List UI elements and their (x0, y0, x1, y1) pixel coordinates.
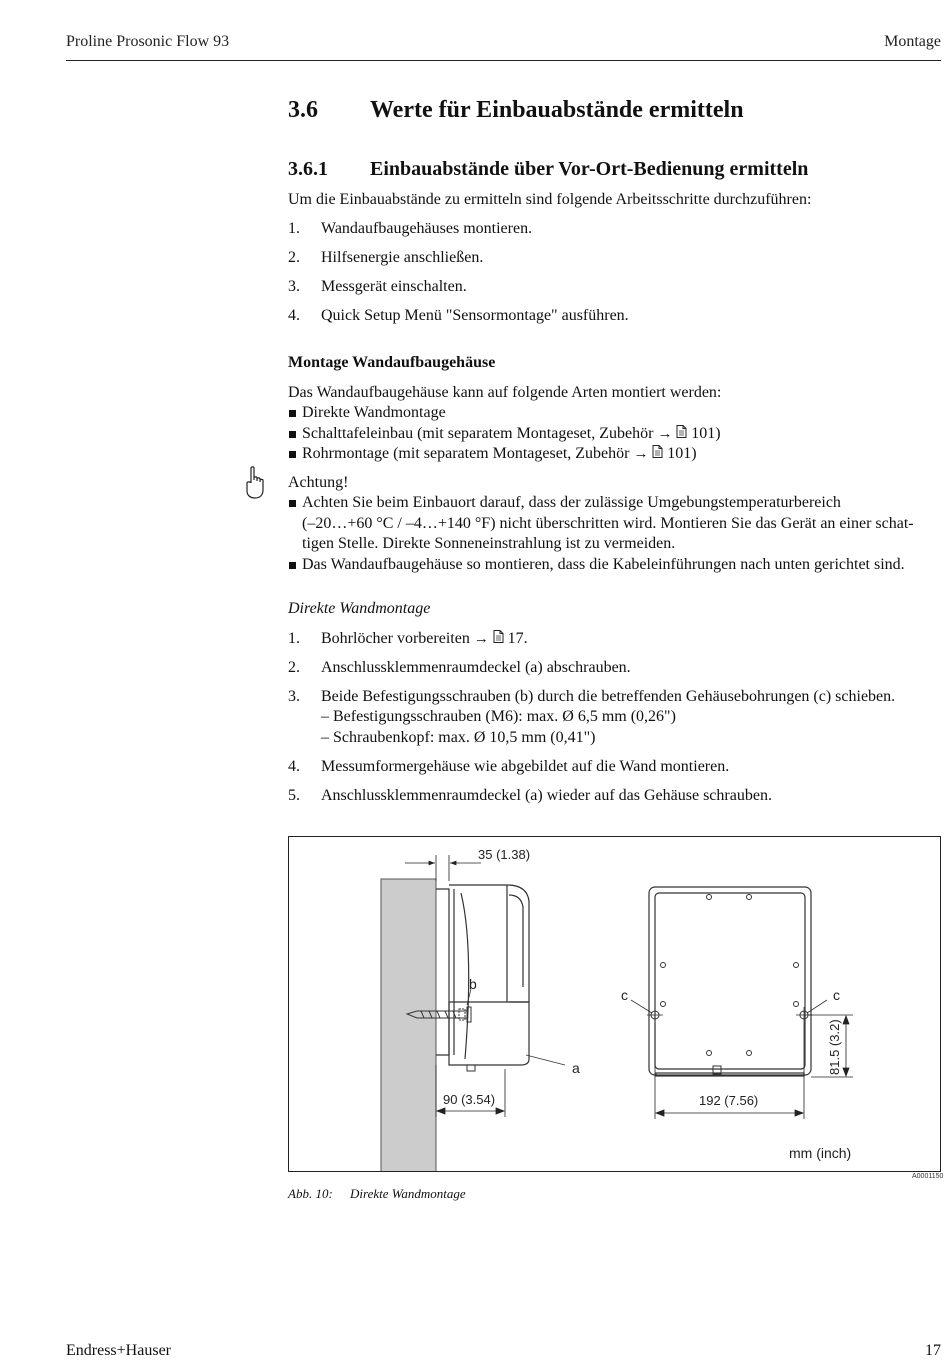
sub-list-item: – Befestigungsschrauben (M6): max. Ø 6,5 mm (0,26") (321, 708, 676, 725)
dimension-top (405, 855, 481, 881)
dimension-bottom-left (436, 1065, 505, 1117)
running-header-title: Proline Prosonic Flow 93 (66, 33, 230, 50)
dimension-label: 90 (3.54) (443, 1092, 496, 1107)
mounting-holes (651, 895, 808, 1075)
page-ref-icon (652, 445, 663, 458)
part-label: c (621, 987, 628, 1003)
montage-heading: Montage Wandaufbaugehäuse (288, 354, 496, 371)
direct-heading: Direkte Wandmontage (288, 600, 431, 617)
part-label: b (469, 976, 477, 992)
montage-intro: Das Wandaufbaugehäuse kann auf folgende Arten montiert werden: (288, 384, 722, 401)
pointing-hand-icon (244, 466, 266, 500)
page-ref-icon (493, 630, 504, 643)
page-ref-icon (676, 425, 687, 438)
units-label: mm (inch) (789, 1145, 852, 1161)
warning-title: Achtung! (288, 474, 349, 491)
part-label: c (833, 987, 840, 1003)
figure-code: A0001150 (912, 1173, 944, 1180)
warning-text-line: tigen Stelle. Direkte Sonneneinstrahlung ist zu vermeiden. (302, 535, 676, 552)
subsection-heading: 3.6.1 Einbauabstände über Vor-Ort-Bedienung ermitteln (288, 158, 809, 180)
footer-company: Endress+Hauser (66, 1342, 171, 1359)
housing-side-view (436, 885, 529, 1065)
part-label: a (572, 1060, 580, 1076)
page-number: 17 (925, 1342, 941, 1359)
dimension-label: 35 (1.38) (478, 847, 531, 862)
intro-paragraph: Um die Einbauabstände zu ermitteln sind folgende Arbeitsschritte durchzuführen: (288, 191, 812, 208)
dimension-label: 81.5 (3.2) (827, 1019, 842, 1075)
running-header-section: Montage (884, 33, 941, 50)
wall-section (381, 879, 436, 1171)
warning-text-line: (–20…+60 °C / –4…+140 °F) nicht überschritten wird. Montieren Sie das Gerät an einer schat- (302, 515, 914, 532)
sub-list-item: – Schraubenkopf: max. Ø 10,5 mm (0,41") (321, 729, 596, 746)
dimension-label: 192 (7.56) (699, 1093, 759, 1108)
housing-front-view (649, 887, 811, 1076)
figure-caption: Abb. 10: Direkte Wandmontage (288, 1186, 466, 1201)
header-rule (66, 60, 941, 61)
wall-mount-drawing (289, 837, 940, 1171)
mounting-figure (288, 836, 941, 1172)
section-heading: 3.6 Werte für Einbauabstände ermitteln (288, 97, 744, 123)
